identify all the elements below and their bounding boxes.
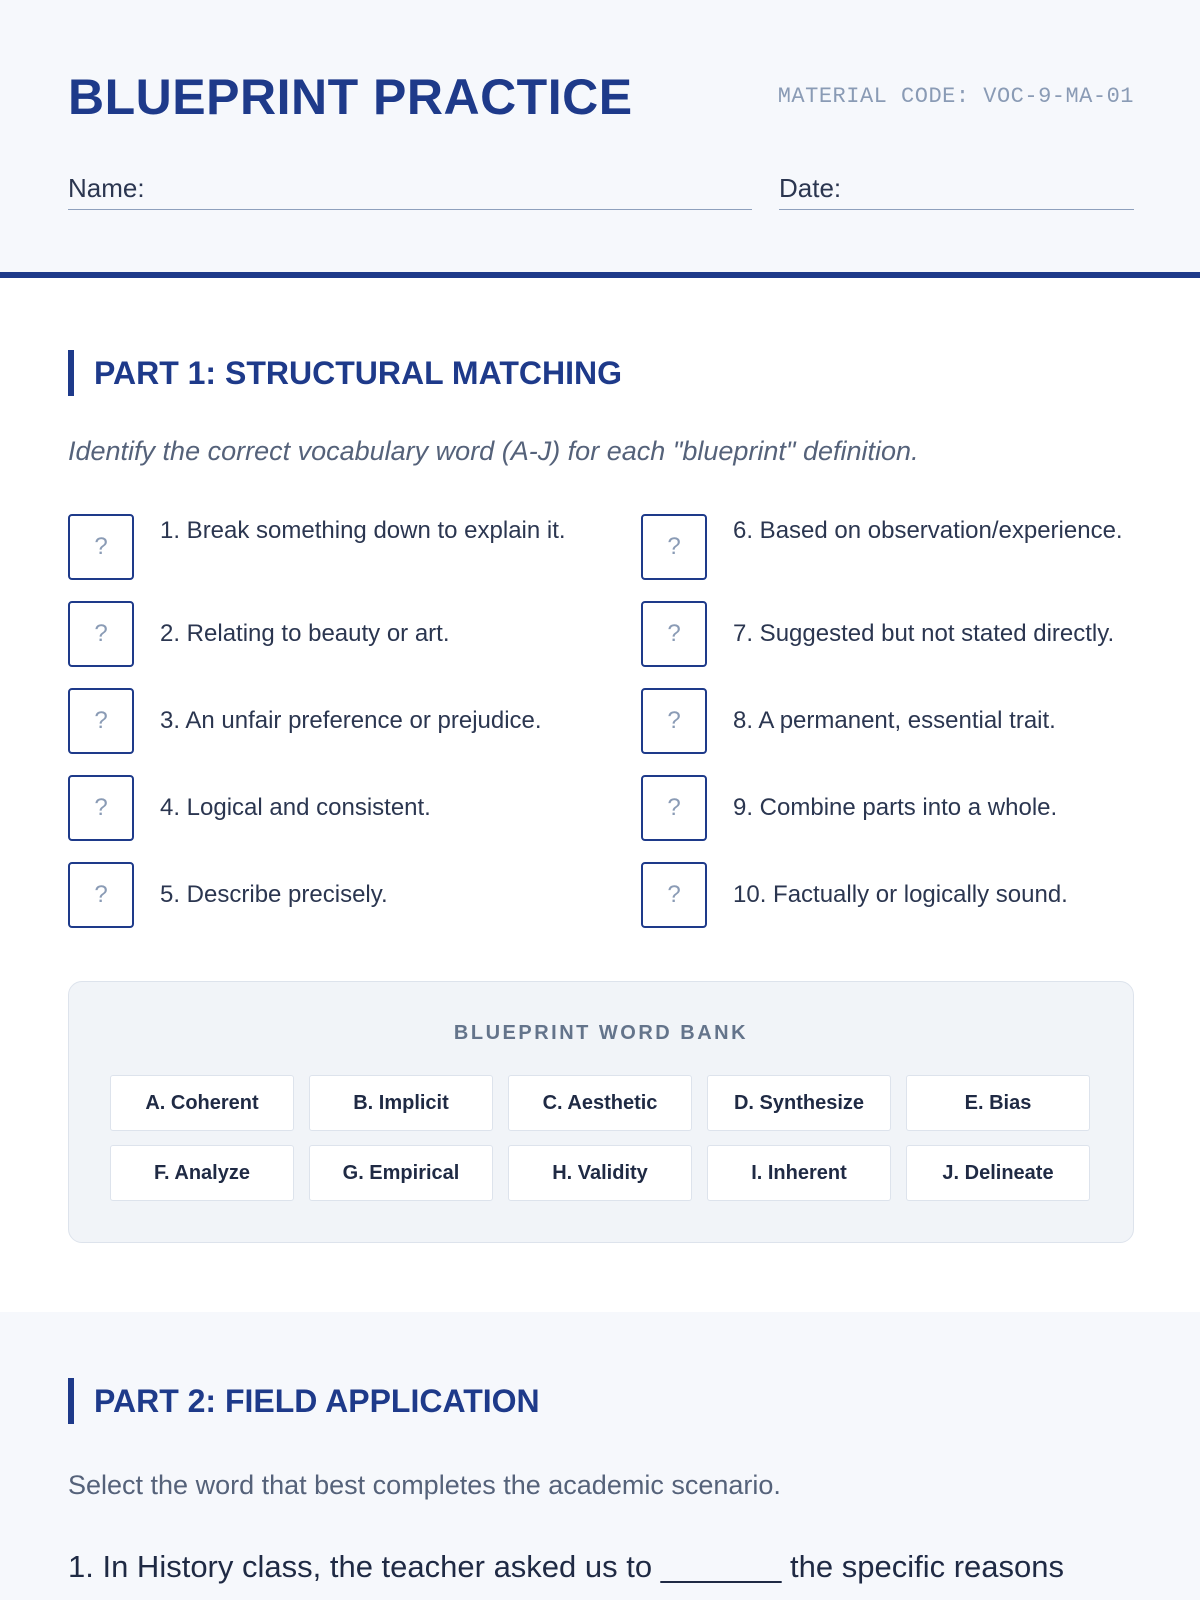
answer-box[interactable]: ? xyxy=(641,775,707,841)
question-text: 3. An unfair preference or prejudice. xyxy=(160,707,542,734)
part-1-section xyxy=(0,278,1200,1312)
part-1-heading xyxy=(68,350,622,396)
page-title: BLUEPRINT PRACTICE xyxy=(68,69,633,125)
word-bank-chip: A. Coherent xyxy=(110,1075,294,1131)
question-text: 8. A permanent, essential trait. xyxy=(733,707,1056,734)
question-text: 5. Describe precisely. xyxy=(160,881,388,908)
scenario-question-1: 1. In History class, the teacher asked us to _______ the specific reasons xyxy=(68,1549,1064,1584)
date-label: Date: xyxy=(779,173,842,203)
question-item xyxy=(68,601,568,667)
question-item xyxy=(641,601,1141,667)
answer-box[interactable]: ? xyxy=(641,514,707,580)
material-code: MATERIAL CODE: VOC-9-MA-01 xyxy=(777,84,1134,109)
answer-box[interactable]: ? xyxy=(68,775,134,841)
question-text: 9. Combine parts into a whole. xyxy=(733,794,1058,821)
word-bank-chip: G. Empirical xyxy=(309,1145,493,1201)
part-1-heading-text: PART 1: STRUCTURAL MATCHING xyxy=(94,354,622,391)
word-bank-chip: I. Inherent xyxy=(707,1145,891,1201)
word-bank-chip: C. Aesthetic xyxy=(508,1075,692,1131)
question-item xyxy=(641,862,1141,928)
word-bank-chip: E. Bias xyxy=(906,1075,1090,1131)
question-text: 1. Break something down to explain it. xyxy=(160,517,566,544)
answer-box[interactable]: ? xyxy=(68,514,134,580)
part-1-instructions: Identify the correct vocabulary word (A-J) for each "blueprint" definition. xyxy=(68,436,919,466)
question-item xyxy=(641,775,1141,841)
question-text: 7. Suggested but not stated directly. xyxy=(733,620,1115,647)
word-bank-chip: H. Validity xyxy=(508,1145,692,1201)
question-item xyxy=(68,775,568,841)
question-item xyxy=(68,514,568,580)
answer-box[interactable]: ? xyxy=(68,688,134,754)
question-text: 6. Based on observation/experience. xyxy=(733,517,1123,544)
word-bank-chip: F. Analyze xyxy=(110,1145,294,1201)
word-bank-grid xyxy=(110,1075,1094,1201)
name-field[interactable] xyxy=(68,170,752,210)
answer-box[interactable]: ? xyxy=(641,688,707,754)
worksheet-header xyxy=(0,0,1200,278)
word-bank-chip: J. Delineate xyxy=(906,1145,1090,1201)
answer-box[interactable]: ? xyxy=(68,601,134,667)
part-2-heading xyxy=(68,1378,540,1424)
heading-accent-bar xyxy=(68,350,74,396)
word-bank-title: BLUEPRINT WORD BANK xyxy=(453,1022,749,1044)
word-bank-chip: B. Implicit xyxy=(309,1075,493,1131)
answer-box[interactable]: ? xyxy=(68,862,134,928)
question-text: 10. Factually or logically sound. xyxy=(733,881,1068,908)
answer-box[interactable]: ? xyxy=(641,862,707,928)
heading-accent-bar xyxy=(68,1378,74,1424)
word-bank-chip: D. Synthesize xyxy=(707,1075,891,1131)
date-field[interactable] xyxy=(779,170,1134,210)
part-2-section xyxy=(0,1312,1200,1600)
question-item xyxy=(641,514,1141,580)
question-text: 2. Relating to beauty or art. xyxy=(160,620,450,647)
question-item xyxy=(68,688,568,754)
word-bank xyxy=(68,981,1134,1243)
part-2-heading-text: PART 2: FIELD APPLICATION xyxy=(94,1382,540,1419)
question-item xyxy=(68,862,568,928)
part-2-instructions: Select the word that best completes the academic scenario. xyxy=(68,1470,781,1500)
question-text: 4. Logical and consistent. xyxy=(160,794,431,821)
name-label: Name: xyxy=(68,173,145,203)
question-item xyxy=(641,688,1141,754)
answer-box[interactable]: ? xyxy=(641,601,707,667)
